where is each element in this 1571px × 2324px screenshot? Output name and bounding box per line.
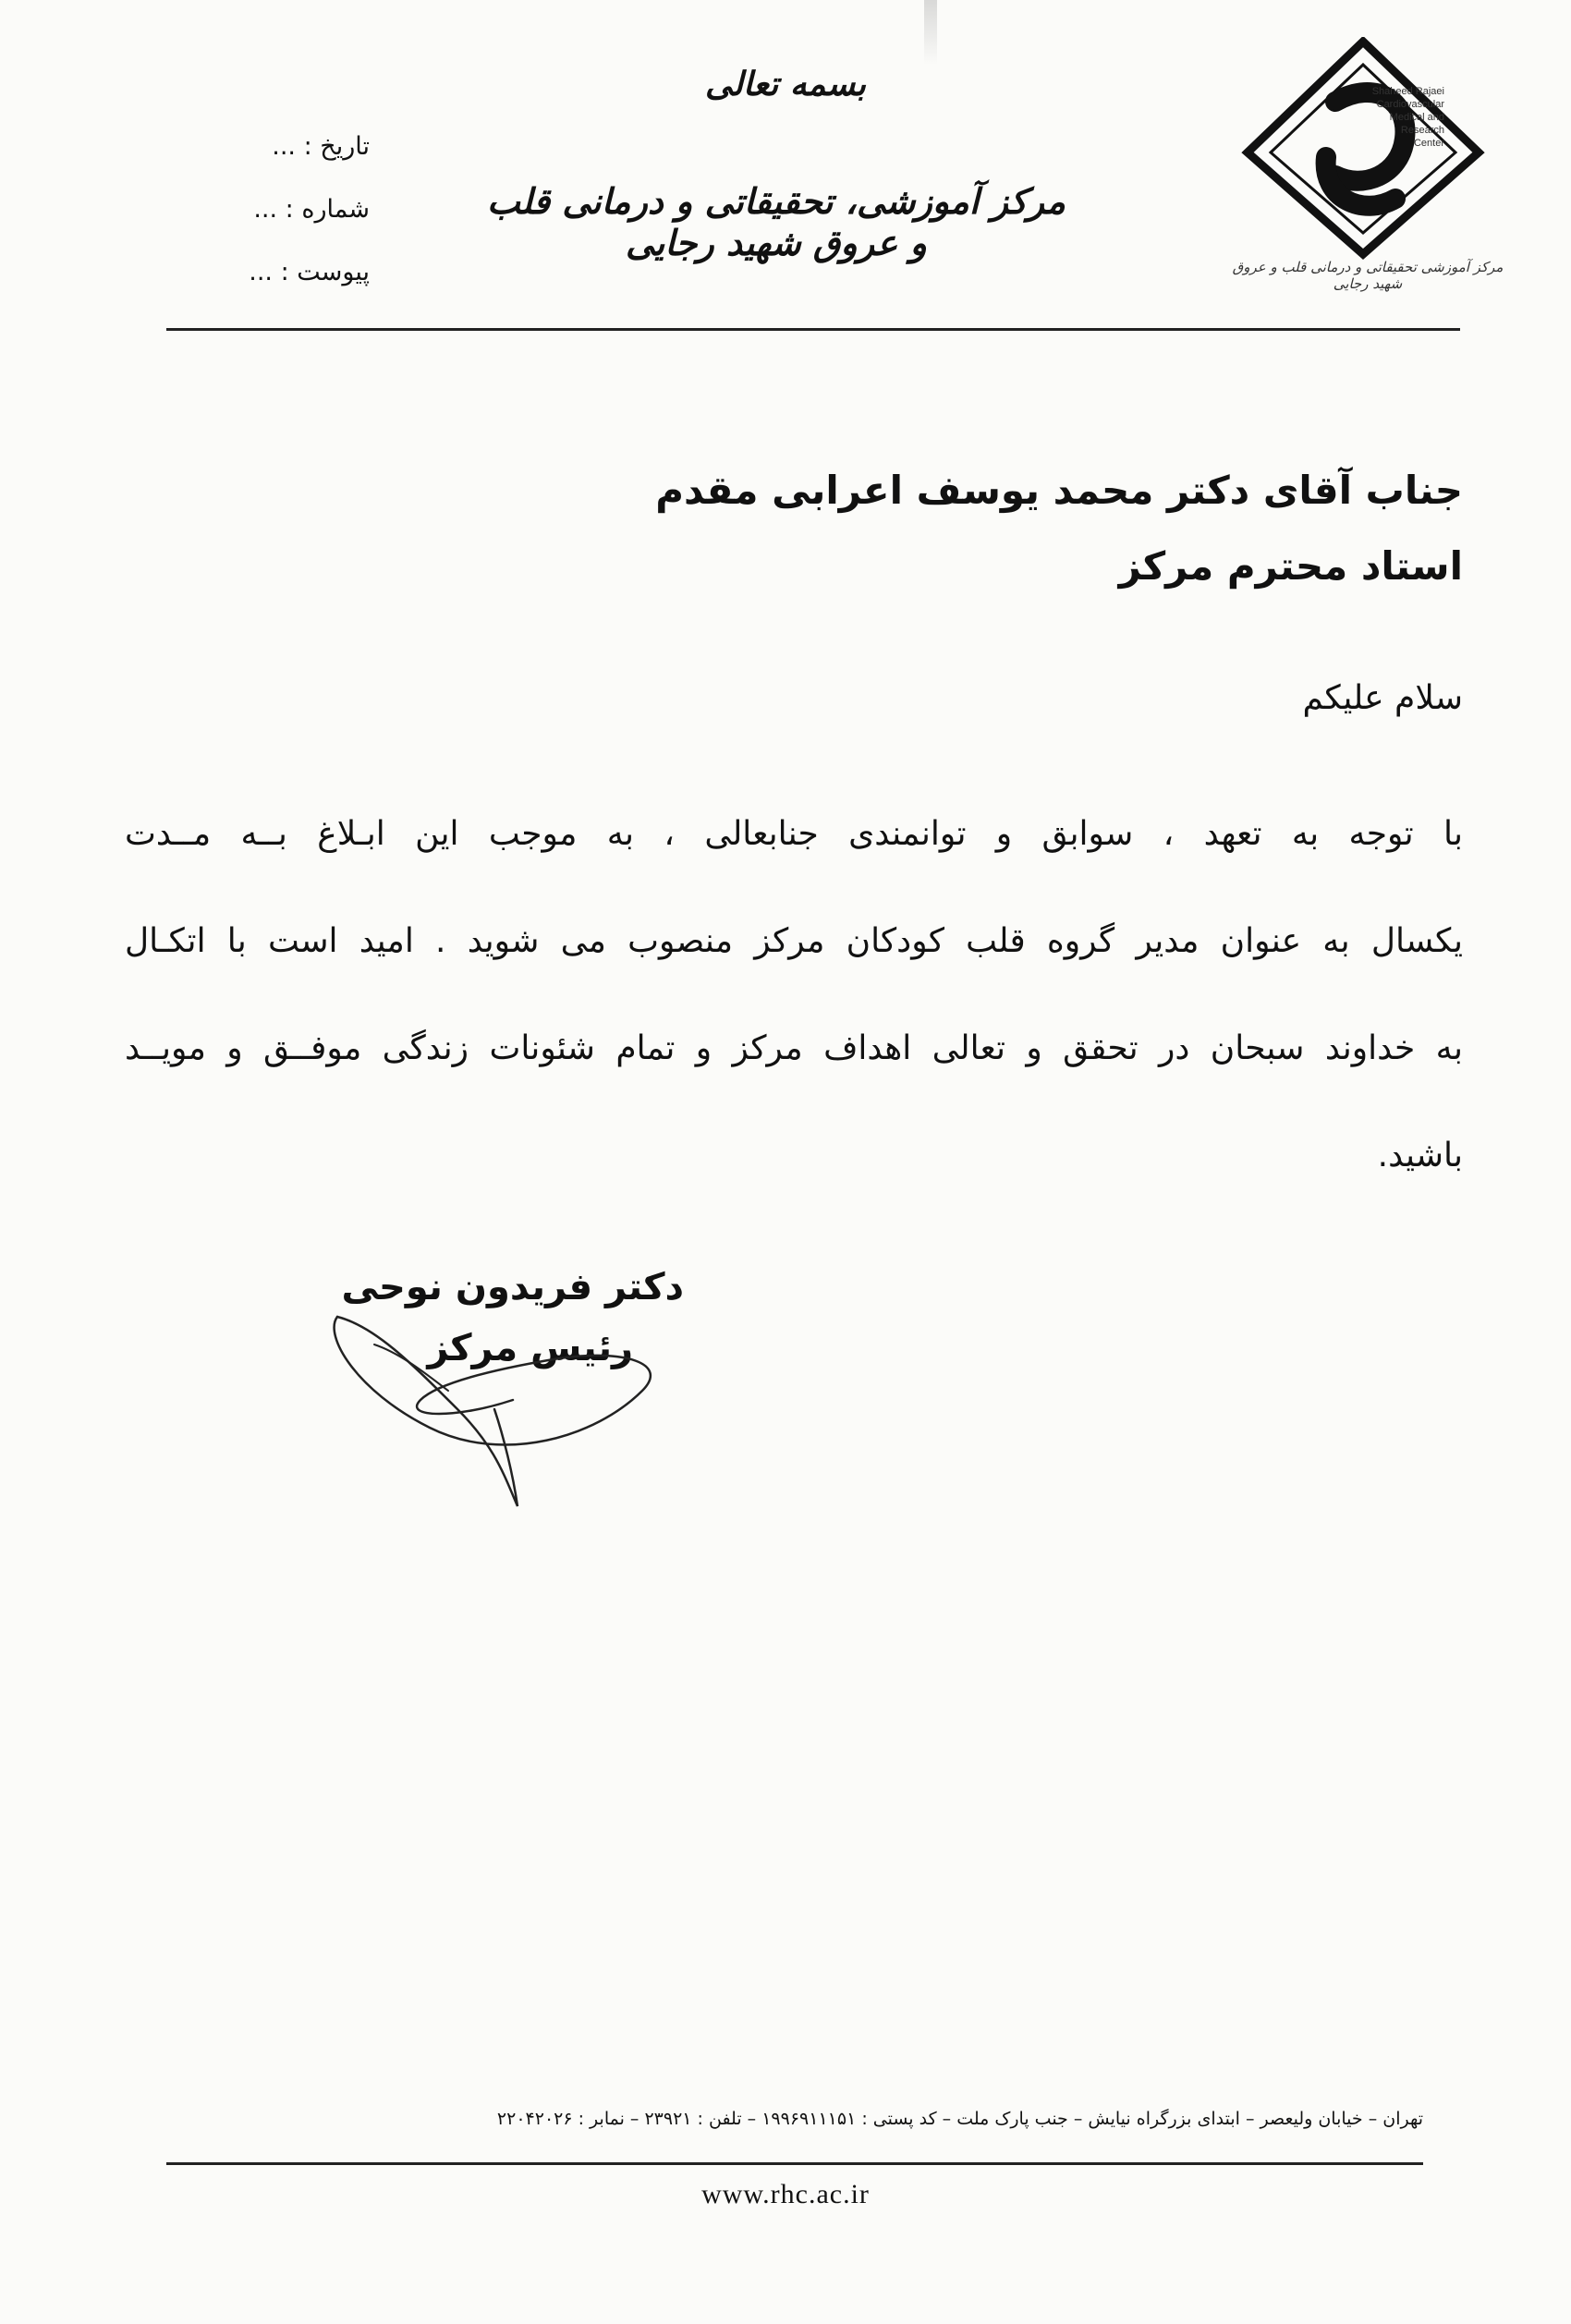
body-line: یکسال به عنوان مدیر گروه قلب کودکان مرکز منصوب می شوید . امید است با اتکـال — [125, 922, 1463, 960]
letter-body — [125, 781, 1463, 1210]
basmala: بسمه تعالی — [704, 65, 867, 103]
logo-english-line: Medical and — [1389, 112, 1444, 123]
letter-meta — [213, 116, 370, 304]
organization-name: مرکز آموزشی، تحقیقاتی و درمانی قلب و عروق شهید رجایی — [487, 180, 1066, 263]
logo-english-line: Center — [1413, 138, 1444, 149]
date-field: تاریخ : ... — [272, 132, 370, 161]
header-divider — [166, 328, 1460, 331]
footer-divider — [166, 2162, 1423, 2165]
website-url: www.rhc.ac.ir — [701, 2179, 870, 2209]
handwritten-signature — [319, 1289, 670, 1511]
logo-english-line: Cardiovascular — [1376, 99, 1444, 110]
recipient-block — [277, 453, 1463, 604]
greeting: سلام علیکم — [1302, 679, 1463, 717]
recipient-name: جناب آقای دکتر محمد یوسف اعرابی مقدم — [655, 468, 1463, 513]
logo-english-line: Shaheed Rajaei — [1371, 86, 1444, 97]
logo-persian-caption: مرکز آموزشی تحقیقاتی و درمانی قلب و عروق شهید رجایی — [1232, 259, 1504, 292]
body-line: به خداوند سبحان در تحقق و تعالی اهداف مرکز و تمام شئونات زندگی موفــق و مویــد — [125, 1029, 1463, 1067]
number-field: شماره : ... — [253, 195, 370, 224]
logo-english-text — [1315, 85, 1444, 150]
logo-english-line: Research — [1400, 125, 1444, 136]
footer-address: تهران – خیابان ولیعصر – ابتدای بزرگراه نیایش – جنب پارک ملت – کد پستی : ۱۹۹۶۹۱۱۱۵۱ – تلفن : ۲۳۹۲۱ – نمابر : ۲۲۰۴۲۰۲۶ — [496, 2109, 1423, 2129]
recipient-title: استاد محترم مرکز — [1118, 543, 1463, 589]
signer-name: دکتر فریدون نوحی — [341, 1266, 684, 1308]
center-logo-icon — [1234, 37, 1511, 268]
scan-artifact — [924, 0, 937, 65]
body-line: باشید. — [1377, 1137, 1463, 1174]
body-line: با توجه به تعهد ، سوابق و توانمندی جنابعالی ، به موجب این ابـلاغ بــه مــدت — [125, 815, 1463, 853]
signer-title: رئیس مرکز — [427, 1327, 633, 1369]
attachment-field: پیوست : ... — [249, 258, 370, 286]
